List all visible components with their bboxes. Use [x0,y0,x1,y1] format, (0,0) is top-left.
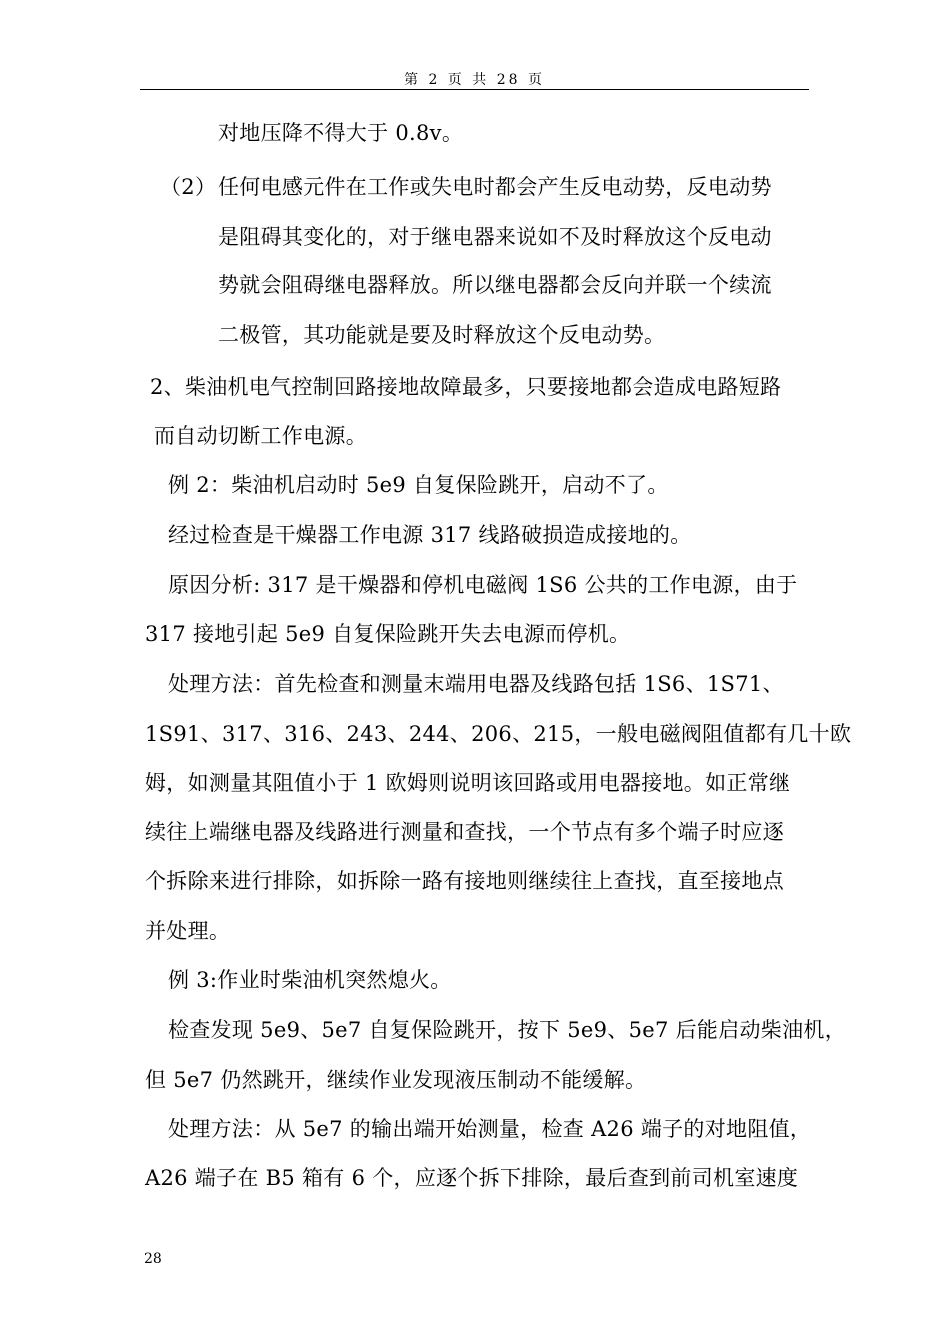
text-line: 势就会阻碍继电器释放。所以继电器都会反向并联一个续流 [218,273,772,297]
footer-page-number: 28 [144,1251,162,1267]
header-rule [140,89,809,90]
text-line: 续往上端继电器及线路进行测量和查找，一个节点有多个端子时应逐 [145,820,784,844]
text-line: 2、柴油机电气控制回路接地故障最多，只要接地都会造成电路短路 [150,375,782,399]
text-line: A26 端子在 B5 箱有 6 个，应逐个拆下排除，最后查到前司机室速度 [145,1166,799,1190]
text-line: 经过检查是干燥器工作电源 317 线路破损造成接地的。 [168,523,692,547]
text-line: 检查发现 5e9、5e7 自复保险跳开，按下 5e9、5e7 后能启动柴油机， [168,1018,846,1042]
text-line: 317 接地引起 5e9 自复保险跳开失去电源而停机。 [145,622,631,646]
text-line: 任何电感元件在工作或失电时都会产生反电动势，反电动势 [218,175,772,199]
text-line: 个拆除来进行排除，如拆除一路有接地则继续往上查找，直至接地点 [145,869,784,893]
text-line: 例 2：柴油机启动时 5e9 自复保险跳开，启动不了。 [168,473,669,497]
text-line: 并处理。 [145,919,231,943]
text-line: 1S91、317、316、243、244、206、215，一般电磁阀阻值都有几十欧 [145,722,852,746]
text-line: 二极管，其功能就是要及时释放这个反电动势。 [218,323,666,347]
text-line: 原因分析: 317 是干燥器和停机电磁阀 1S6 公共的工作电源，由于 [168,573,798,597]
list-marker: （2） [160,175,217,199]
text-line: 但 5e7 仍然跳开，继续作业发现液压制动不能缓解。 [145,1068,647,1092]
text-line: 姆，如测量其阻值小于 1 欧姆则说明该回路或用电器接地。如正常继 [145,771,791,795]
text-line: 处理方法：从 5e7 的输出端开始测量，检查 A26 端子的对地阻值， [168,1117,812,1141]
text-line: 例 3:作业时柴油机突然熄火。 [168,968,452,992]
text-line: 是阻碍其变化的，对于继电器来说如不及时释放这个反电动 [218,225,772,249]
text-line: 处理方法：首先检查和测量末端用电器及线路包括 1S6、1S71、 [168,672,784,696]
text-line: 对地压降不得大于 0.8v。 [218,121,464,145]
text-line: 而自动切断工作电源。 [154,424,367,448]
page-header: 第 2 页 共 28 页 [404,72,545,88]
